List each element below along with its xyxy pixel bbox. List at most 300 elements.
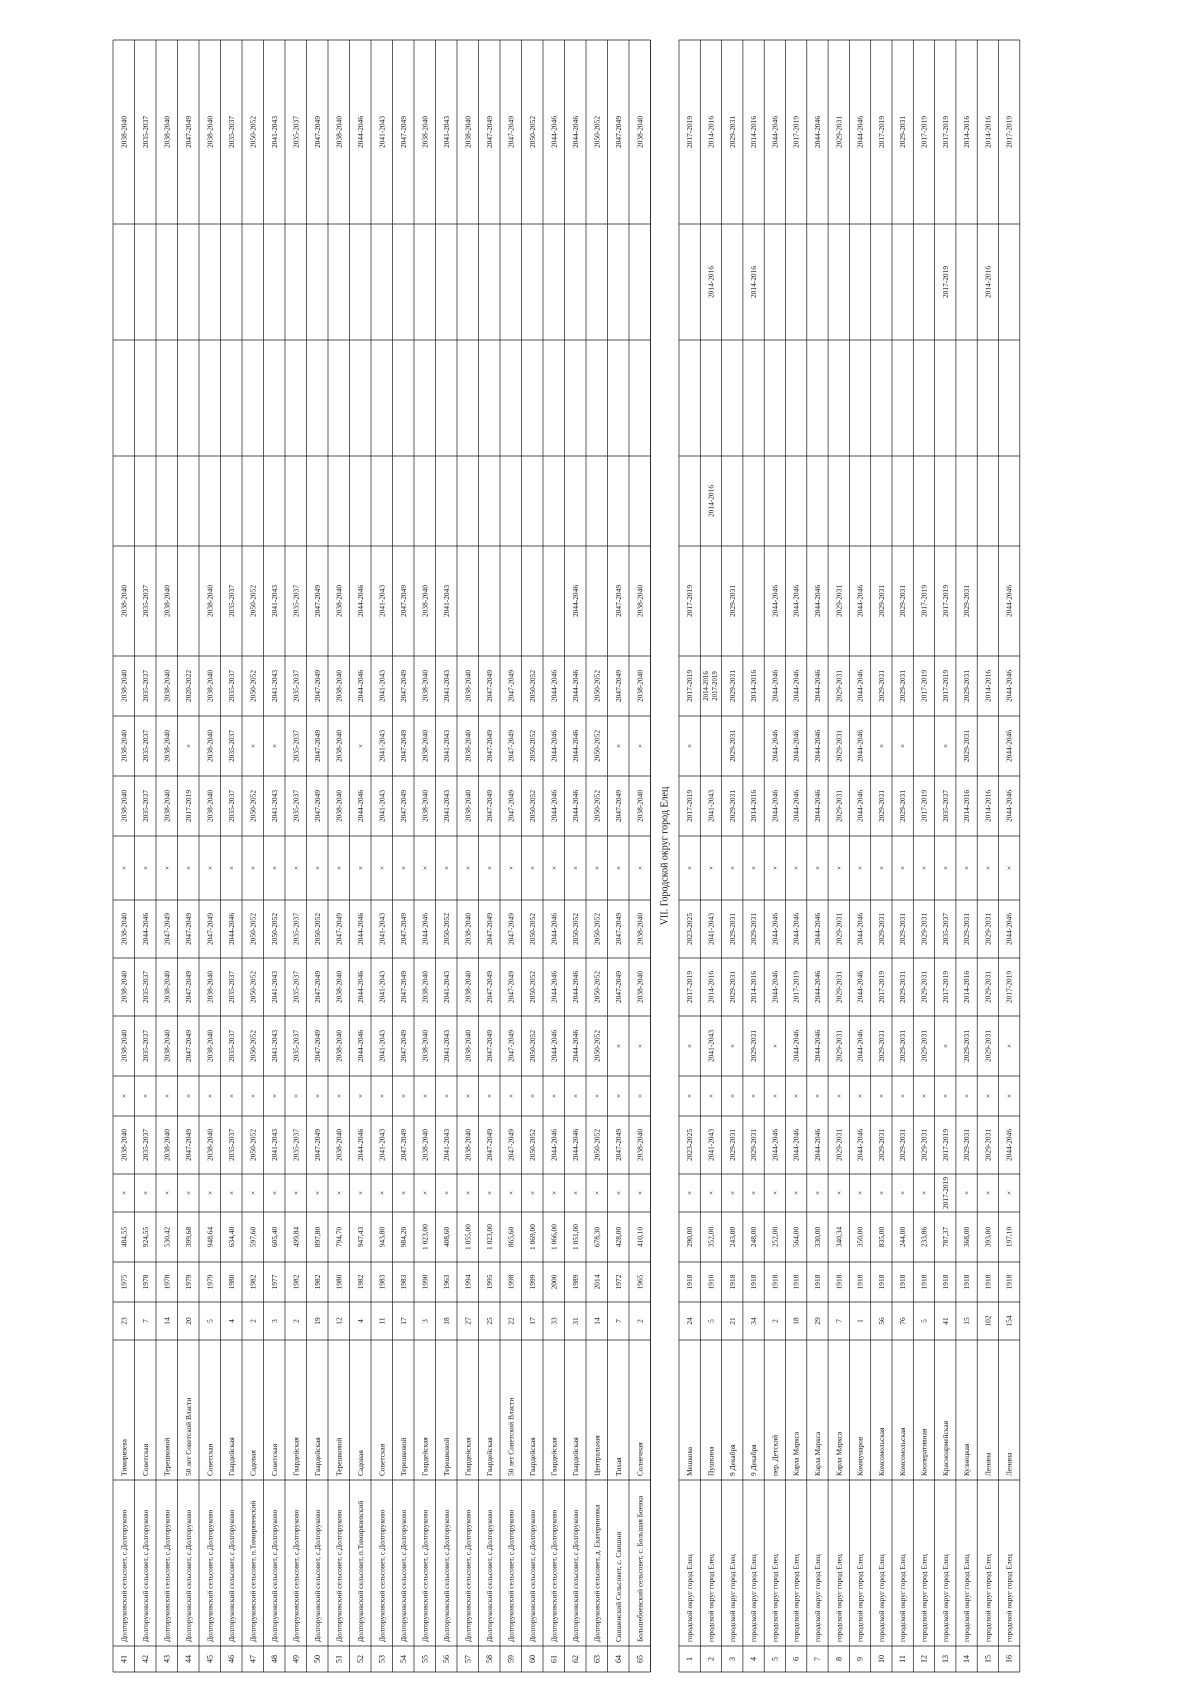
row-number: 2 xyxy=(706,1657,716,1661)
table-cell: 2035-2037 xyxy=(140,115,150,149)
table-cell: 2050-2052 xyxy=(592,669,602,703)
table-cell: 2038-2040 xyxy=(420,729,430,763)
table-cell: 2038-2040 xyxy=(334,584,344,618)
table-cell: 2041-2043 xyxy=(269,1128,279,1162)
table-cell: × xyxy=(727,865,737,871)
table-cell: 2038-2040 xyxy=(205,584,215,618)
table-cell: 2044-2046 xyxy=(570,669,580,703)
row-number: 53 xyxy=(377,1655,387,1663)
table-cell: × xyxy=(334,1093,344,1099)
table-cell: × xyxy=(706,1190,716,1196)
table-cell: 2038-2040 xyxy=(205,669,215,703)
table-cell: 634,40 xyxy=(226,1226,236,1248)
table-cell: × xyxy=(983,1093,993,1099)
row-number: 42 xyxy=(140,1655,150,1663)
table-cell: 2 xyxy=(248,1319,258,1323)
table-cell: 1978 xyxy=(140,1274,150,1290)
table-cell: 243,00 xyxy=(727,1226,737,1248)
table-cell: 2014-2016 xyxy=(706,484,716,518)
table-cell: 2017-2019 xyxy=(940,584,950,618)
table-cell: 2017-2019 xyxy=(685,584,695,618)
table-cell: 2044-2046 xyxy=(791,729,801,763)
table-cell: 2047-2049 xyxy=(312,115,322,149)
table-cell: 2029-2031 xyxy=(876,912,886,946)
table-cell: 1965 xyxy=(635,1274,645,1290)
settlement-cell: Долгоруковский сельсовет, с.Долгоруково xyxy=(506,1509,516,1642)
table-cell: × xyxy=(791,1093,801,1099)
settlement-cell: Долгоруковский сельсовет, с.Долгоруково xyxy=(226,1509,236,1642)
table-cell: 1918 xyxy=(685,1274,695,1290)
table-cell: 2044-2046 xyxy=(355,669,365,703)
table-cell: 2038-2040 xyxy=(162,729,172,763)
table-cell: 2041-2043 xyxy=(706,912,716,946)
table-cell: 2050-2052 xyxy=(441,912,451,946)
table-cell: × xyxy=(749,865,758,871)
table-cell: 2029-2031 xyxy=(962,1128,971,1162)
table-cell: × xyxy=(183,1190,193,1196)
table-cell: 2041-2043 xyxy=(441,115,451,149)
table-cell: × xyxy=(855,1190,865,1196)
table-cell: 1998 xyxy=(506,1274,516,1290)
table-cell: 2035-2037 xyxy=(226,970,236,1004)
street-cell: Советская xyxy=(377,1443,387,1476)
table-cell: 1 055,00 xyxy=(463,1224,473,1250)
table-cell: 2050-2052 xyxy=(592,1128,602,1162)
settlement-cell: Долгоруковский сельсовет, с.Долгоруково xyxy=(441,1509,451,1642)
table-cell: 2038-2040 xyxy=(119,912,129,946)
table-cell: 2038-2040 xyxy=(119,584,129,618)
table-cell: 2038-2040 xyxy=(635,912,645,946)
table-cell: 835,00 xyxy=(876,1226,886,1248)
table-cell: × xyxy=(162,1190,172,1196)
table-cell: 2041-2043 xyxy=(706,1029,716,1063)
table-cell: 2035-2037 xyxy=(940,912,950,946)
table-cell: 2044-2046 xyxy=(549,669,559,703)
table-cell: 2041-2043 xyxy=(377,970,387,1004)
street-cell: 9 Декабря xyxy=(749,1444,758,1476)
table-cell: 2047-2049 xyxy=(162,912,172,946)
table-cell: 2050-2052 xyxy=(592,789,602,823)
table-cell: 2047-2049 xyxy=(506,1128,516,1162)
table-cell: 794,70 xyxy=(334,1226,344,1248)
settlement-cell: городской округ город Елец xyxy=(919,1554,929,1642)
table-cell: 2041-2043 xyxy=(269,970,279,1004)
table-cell: 1982 xyxy=(355,1274,365,1290)
table-cell: 484,55 xyxy=(119,1226,129,1248)
street-cell: Красноармейская xyxy=(940,1420,950,1476)
table-cell: 2035-2037 xyxy=(226,789,236,823)
table-cell: 943,80 xyxy=(377,1226,387,1248)
table-cell: 2044-2046 xyxy=(549,115,559,149)
table-cell: 2035-2037 xyxy=(140,970,150,1004)
table-cell: 2047-2049 xyxy=(484,669,494,703)
table-cell: 2044-2046 xyxy=(570,584,580,618)
table-cell: 330,00 xyxy=(812,1226,822,1248)
table-cell: 2047-2049 xyxy=(183,1128,193,1162)
table-cell: × xyxy=(940,743,950,749)
table-cell: 2029-2031 xyxy=(876,789,886,823)
street-cell: Гвардейская xyxy=(312,1437,322,1476)
table-cell: 2041-2043 xyxy=(269,669,279,703)
table-cell: 197,10 xyxy=(1004,1226,1014,1248)
table-cell: 2038-2040 xyxy=(334,729,344,763)
table-cell: 2029-2031 xyxy=(962,1029,971,1063)
table-cell: 2050-2052 xyxy=(248,789,258,823)
table-cell: 2029-2031 xyxy=(983,1128,993,1162)
table-cell: 41 xyxy=(940,1317,950,1325)
table-cell: 2029-2031 xyxy=(962,912,971,946)
table-cell: 1918 xyxy=(855,1274,865,1290)
table-cell: 21 xyxy=(727,1317,737,1325)
table-cell: × xyxy=(527,1093,537,1099)
table-cell: × xyxy=(334,1190,344,1196)
street-cell: Терешковой xyxy=(441,1437,451,1476)
table-cell: × xyxy=(334,865,344,871)
table-cell: 564,00 xyxy=(791,1226,801,1248)
table-cell: 2047-2049 xyxy=(506,789,516,823)
table-cell: × xyxy=(685,865,695,871)
table-cell: 2029-2031 xyxy=(727,729,737,763)
table-cell: 2014-2016 xyxy=(983,789,993,823)
table-cell: 1995 xyxy=(484,1274,494,1290)
table-cell: 17 xyxy=(527,1317,537,1325)
table-cell: 1979 xyxy=(205,1274,215,1290)
table-cell: 5 xyxy=(706,1319,716,1323)
table-cell: 2029-2031 xyxy=(919,1128,929,1162)
table-cell: 2041-2043 xyxy=(441,789,451,823)
table-cell: 2050-2052 xyxy=(592,970,602,1004)
table-cell: 2044-2046 xyxy=(1004,912,1014,946)
street-cell: Гвардейская xyxy=(570,1437,580,1476)
settlement-cell: Долгоруковский сельсовет, с.Долгоруково xyxy=(549,1509,559,1642)
table-cell: × xyxy=(812,865,822,871)
table-cell: 2044-2046 xyxy=(812,912,822,946)
table-cell: 24 xyxy=(685,1317,695,1325)
table-cell: × xyxy=(727,1093,737,1099)
table-cell: 2038-2040 xyxy=(162,115,172,149)
table-cell: 410,10 xyxy=(635,1226,645,1248)
table-cell: 2047-2049 xyxy=(312,584,322,618)
table-cell: 2044-2046 xyxy=(226,912,236,946)
table-cell: 2041-2043 xyxy=(377,669,387,703)
table-cell: × xyxy=(685,1043,695,1049)
table-cell: 102 xyxy=(983,1315,993,1327)
table-cell: 2047-2049 xyxy=(312,789,322,823)
settlement-cell: городской округ город Елец xyxy=(962,1554,971,1642)
table-cell: 2047-2049 xyxy=(398,970,408,1004)
table-cell: 2044-2046 xyxy=(855,729,865,763)
table-cell: 2029-2031 xyxy=(983,970,993,1004)
table-cell: × xyxy=(855,1093,865,1099)
table-cell: 597,60 xyxy=(248,1226,258,1248)
table-cell: × xyxy=(463,1190,473,1196)
table-cell: 499,84 xyxy=(291,1226,301,1248)
table-cell: 2044-2046 xyxy=(791,1128,801,1162)
street-cell: Тихая xyxy=(613,1457,623,1476)
table-cell: 2047-2049 xyxy=(613,584,623,618)
table-cell: 2041-2043 xyxy=(269,115,279,149)
table-cell: 244,00 xyxy=(898,1226,908,1248)
table-cell: 1 051,00 xyxy=(570,1224,580,1250)
table-cell: × xyxy=(140,1190,150,1196)
table-cell: 2 xyxy=(291,1319,301,1323)
settlement-cell: городской округ город Елец xyxy=(812,1554,822,1642)
table-cell: 18 xyxy=(791,1317,801,1325)
row-number: 48 xyxy=(269,1655,279,1663)
table-cell: 2044-2046 xyxy=(770,789,780,823)
table-cell: 2035-2037 xyxy=(226,115,236,149)
table-cell: × xyxy=(898,865,908,871)
table-cell: × xyxy=(983,1190,993,1196)
table-cell: 7 xyxy=(613,1319,623,1323)
table-cell: 2047-2049 xyxy=(484,912,494,946)
table-cell: 1918 xyxy=(1004,1274,1014,1290)
table-cell: × xyxy=(635,1093,645,1099)
table-cell: 1978 xyxy=(162,1274,172,1290)
table-cell: 2041-2043 xyxy=(377,729,387,763)
table-cell: 2029-2031 xyxy=(727,669,737,703)
settlement-cell: Долгоруковский сельсовет, с.Долгоруково xyxy=(570,1509,580,1642)
table-cell: 2035-2037 xyxy=(291,1029,301,1063)
table-cell: 2047-2049 xyxy=(183,912,193,946)
row-number: 7 xyxy=(812,1657,822,1661)
table-cell: 2041-2043 xyxy=(441,729,451,763)
table-cell: 2017-2019 xyxy=(685,669,695,703)
table-cell: × xyxy=(635,743,645,749)
table-cell: 2044-2046 xyxy=(1004,789,1014,823)
row-number: 63 xyxy=(592,1655,602,1663)
table-cell: 2044-2046 xyxy=(770,584,780,618)
table-cell: 2044-2046 xyxy=(355,115,365,149)
table-cell: 2047-2049 xyxy=(506,970,516,1004)
table-cell: 2047-2049 xyxy=(484,729,494,763)
settlement-cell: Долгоруковский сельсовет, с.Долгоруково xyxy=(377,1509,387,1642)
table-cell: 1918 xyxy=(940,1274,950,1290)
table-cell: 17 xyxy=(398,1317,408,1325)
table-cell: 2041-2043 xyxy=(441,584,451,618)
table-cell: 2014-2016 xyxy=(749,970,758,1004)
table-cell: 2038-2040 xyxy=(205,1029,215,1063)
table-cell: × xyxy=(355,1190,365,1196)
table-cell: 3 xyxy=(420,1319,430,1323)
table-cell: × xyxy=(140,1093,150,1099)
settlement-cell: Долгоруковский сельсовет, с.Долгоруково xyxy=(119,1509,129,1642)
table-cell: 984,20 xyxy=(398,1226,408,1248)
table-cell: 2047-2049 xyxy=(613,789,623,823)
row-number: 15 xyxy=(983,1655,993,1663)
table-cell: 23 xyxy=(119,1317,129,1325)
table-cell: 1963 xyxy=(441,1274,451,1290)
table-cell: × xyxy=(635,865,645,871)
table-cell: 2038-2040 xyxy=(635,789,645,823)
table-cell: × xyxy=(291,1093,301,1099)
table-cell: 2017-2019 xyxy=(940,265,950,299)
table-cell: 2035-2037 xyxy=(140,1128,150,1162)
table-cell: 12 xyxy=(334,1317,344,1325)
settlement-cell: Долгоруковский сельсовет, с.Долгоруково xyxy=(420,1509,430,1642)
street-cell: Терешковой xyxy=(334,1437,344,1476)
table-cell: 1994 xyxy=(463,1274,473,1290)
table-cell: 2038-2040 xyxy=(463,970,473,1004)
table-cell: × xyxy=(876,1093,886,1099)
street-cell: Карла Маркса xyxy=(791,1431,801,1476)
table-grid xyxy=(113,40,1020,1672)
table-cell: 15 xyxy=(962,1317,971,1325)
table-cell: 2017-2019 xyxy=(940,669,950,703)
table-cell: 2044-2046 xyxy=(855,669,865,703)
table-cell: 248,00 xyxy=(749,1226,758,1248)
table-cell: 2017-2019 xyxy=(919,669,929,703)
table-cell: × xyxy=(291,1190,301,1196)
table-cell: 2044-2046 xyxy=(855,1128,865,1162)
table-cell: × xyxy=(613,1093,623,1099)
table-cell: 2050-2052 xyxy=(592,729,602,763)
table-cell: 2047-2049 xyxy=(183,115,193,149)
settlement-cell: Долгоруковский сельсовет, с.Долгоруково xyxy=(398,1509,408,1642)
table-cell: 2050-2052 xyxy=(527,115,537,149)
street-cell: Ленина xyxy=(1004,1452,1014,1476)
table-cell: 2044-2046 xyxy=(791,1029,801,1063)
table-cell: × xyxy=(312,1190,322,1196)
table-cell: 2014-2016 xyxy=(962,789,971,823)
row-number: 49 xyxy=(291,1655,301,1663)
street-cell: Гвардейская xyxy=(549,1437,559,1476)
table-cell: 2044-2046 xyxy=(770,1128,780,1162)
table-cell: 2029-2031 xyxy=(876,1029,886,1063)
table-cell: 2017-2019 xyxy=(919,789,929,823)
table-cell: 2047-2049 xyxy=(398,789,408,823)
row-number: 56 xyxy=(441,1655,451,1663)
table-cell: 2029-2031 xyxy=(749,1128,758,1162)
table-cells xyxy=(119,116,1013,1663)
table-cell: 2038-2040 xyxy=(119,789,129,823)
table-cell: 2050-2052 xyxy=(527,789,537,823)
row-number: 65 xyxy=(635,1655,645,1663)
table-cell: × xyxy=(919,1190,929,1196)
table-cell: 7 xyxy=(834,1319,844,1323)
table-cell: 1918 xyxy=(791,1274,801,1290)
table-cell: 2038-2040 xyxy=(334,970,344,1004)
table-cell: × xyxy=(377,1093,387,1099)
table-cell: 2044-2046 xyxy=(549,970,559,1004)
table-cell: × xyxy=(1004,1190,1014,1196)
table-cell: 2044-2046 xyxy=(570,789,580,823)
settlement-cell: Долгоруковский сельсовет, п.Тимирязевский xyxy=(248,1500,258,1642)
settlement-cell: Долгоруковский сельсовет, с.Долгоруково xyxy=(334,1509,344,1642)
table-cell: 2050-2052 xyxy=(592,912,602,946)
table-cell: 2014-2016 xyxy=(962,115,971,149)
table-cell: 2041-2043 xyxy=(706,1128,716,1162)
table-cell: 924,55 xyxy=(140,1226,150,1248)
table-cell: × xyxy=(226,1190,236,1196)
table-cell: 2014-2016 xyxy=(706,115,716,149)
table-cell: 2014-2016 xyxy=(749,265,758,299)
table-cell: 2044-2046 xyxy=(570,1029,580,1063)
table-cell: 4 xyxy=(355,1319,365,1323)
table-cell: × xyxy=(226,865,236,871)
street-cell: Тимирязева xyxy=(119,1439,129,1476)
street-cell: Гвардейская xyxy=(226,1437,236,1476)
table-cell: 2047-2049 xyxy=(506,115,516,149)
table-cell: 2014-2016 xyxy=(983,265,993,299)
row-number: 16 xyxy=(1004,1655,1014,1663)
table-cell: 2029-2031 xyxy=(919,1029,929,1063)
table-cell: 2029-2031 xyxy=(834,789,844,823)
table-cell: 2029-2031 xyxy=(834,1029,844,1063)
table-cell: 2047-2049 xyxy=(613,1128,623,1162)
table-cell: 2044-2046 xyxy=(855,1029,865,1063)
table-cell: 2035-2037 xyxy=(226,1128,236,1162)
table-cell: 2035-2037 xyxy=(226,729,236,763)
table-cell: 2044-2046 xyxy=(791,669,801,703)
table-cell: 1918 xyxy=(770,1274,780,1290)
table-cell: × xyxy=(1004,865,1014,871)
street-cell: Гвардейская xyxy=(527,1437,537,1476)
table-cell: 2050-2052 xyxy=(248,584,258,618)
street-cell: Гвардейская xyxy=(484,1437,494,1476)
table-cell: 56 xyxy=(876,1317,886,1325)
table-cell: 2029-2031 xyxy=(898,669,908,703)
table-cell: 2017-2019 xyxy=(919,584,929,618)
street-cell: Комсомольская xyxy=(898,1427,908,1476)
table-cell: 2038-2040 xyxy=(205,115,215,149)
table-cell: × xyxy=(549,1093,559,1099)
row-number: 54 xyxy=(398,1655,408,1663)
settlement-cell: Долгоруковский сельсовет, с.Долгоруково xyxy=(312,1509,322,1642)
table-cell: 29 xyxy=(812,1317,822,1325)
table-cell: × xyxy=(549,865,559,871)
table-cell: 2047-2049 xyxy=(312,669,322,703)
table-cell: 2047-2049 xyxy=(183,1029,193,1063)
table-cell: 4 xyxy=(226,1319,236,1323)
table-cell: 2047-2049 xyxy=(398,584,408,618)
table-cell: 2014-2016 xyxy=(702,671,710,701)
street-cell: пер. Детский xyxy=(770,1434,780,1476)
table-cell: 2044-2046 xyxy=(791,789,801,823)
table-cell: 2038-2040 xyxy=(463,1128,473,1162)
settlement-cell: городской округ город Елец xyxy=(855,1554,865,1642)
table-cell: 2047-2049 xyxy=(398,729,408,763)
table-cell: 2044-2046 xyxy=(855,970,865,1004)
row-number: 47 xyxy=(248,1655,258,1663)
settlement-cell: Долгоруковский сельсовет, с.Долгоруково xyxy=(162,1509,172,1642)
table-cell: 27 xyxy=(463,1317,473,1325)
street-cell: Советская xyxy=(140,1443,150,1476)
table-cell: × xyxy=(919,1093,929,1099)
table-cell: 2044-2046 xyxy=(355,970,365,1004)
table-cell: 2035-2037 xyxy=(140,789,150,823)
table-cell: 2 xyxy=(635,1319,645,1323)
table-cell: 1918 xyxy=(812,1274,822,1290)
table-cell: 2047-2049 xyxy=(613,115,623,149)
row-number: 62 xyxy=(570,1655,580,1663)
table-cell: × xyxy=(834,1190,844,1196)
table-cell: 2038-2040 xyxy=(635,584,645,618)
table-cell: 2047-2049 xyxy=(205,912,215,946)
table-cell: 2047-2049 xyxy=(312,1029,322,1063)
table-cell: 2038-2040 xyxy=(162,584,172,618)
table-cell: × xyxy=(940,1093,950,1099)
table-cell: × xyxy=(183,1093,193,1099)
table-cell: 2044-2046 xyxy=(570,1128,580,1162)
table-cell: × xyxy=(962,1190,971,1196)
table-cell: × xyxy=(291,865,301,871)
table-cell: 2038-2040 xyxy=(420,1029,430,1063)
table-cell: 2029-2031 xyxy=(834,912,844,946)
row-number: 59 xyxy=(506,1655,516,1663)
street-cell: Гвардейская xyxy=(291,1437,301,1476)
table-cell: × xyxy=(205,1190,215,1196)
